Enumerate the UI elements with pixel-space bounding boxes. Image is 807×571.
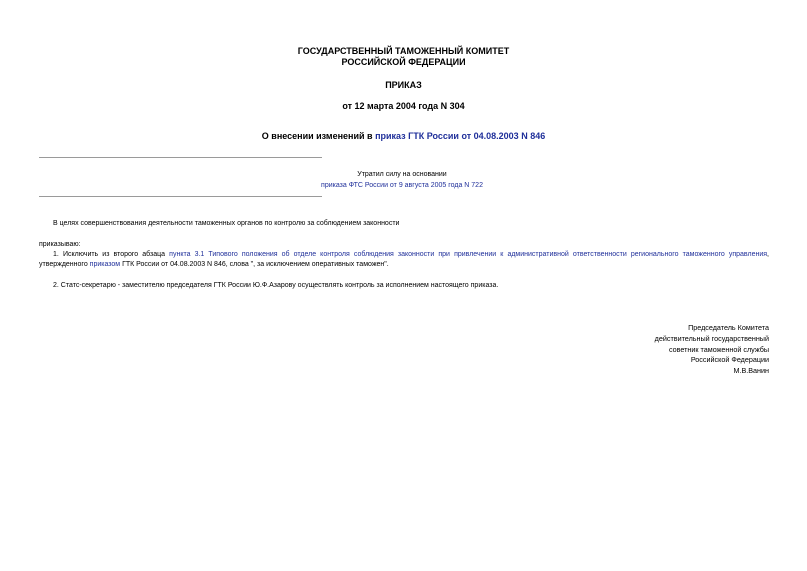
item-1-order-ref: ГТК России от 04.08.2003 N 846 — [122, 261, 226, 268]
signature-line-1: Председатель Комитета — [688, 323, 769, 332]
preamble: В целях совершенствования деятельности таможенных органов по контролю за соблюдением законности — [53, 220, 400, 227]
order-word: приказываю: — [39, 241, 81, 248]
item-1-suffix: , слова ", за исключением оперативных таможен". — [225, 261, 389, 268]
org-line-2: РОССИЙСКОЙ ФЕДЕРАЦИИ — [341, 57, 466, 67]
item-1-prefix: 1. Исключить из второго абзаца — [53, 251, 170, 258]
signature-line-2: действительный государственный — [654, 334, 769, 343]
item-1-link-order[interactable]: приказом — [89, 261, 121, 268]
doc-title-prefix: О внесении изменений в — [261, 131, 376, 141]
doc-title-link[interactable]: приказ ГТК России от 04.08.2003 N 846 — [375, 131, 546, 141]
item-1-mid: , утвержденного — [39, 251, 769, 268]
divider-top — [39, 157, 322, 158]
org-line-1: ГОСУДАРСТВЕННЫЙ ТАМОЖЕННЫЙ КОМИТЕТ — [297, 46, 510, 56]
doc-type: ПРИКАЗ — [385, 80, 422, 90]
doc-title — [0, 131, 807, 142]
divider-bottom — [39, 196, 322, 197]
item-1-link-clause[interactable]: пункта 3.1 Типового положения об отделе контроля соблюдения законности при привлечении к административной ответственности регионального таможенного управления — [169, 251, 768, 258]
status-link[interactable]: приказа ФТС России от 9 августа 2005 года N 722 — [321, 182, 483, 189]
signature-line-5: М.В.Ванин — [733, 366, 769, 375]
doc-date-number: от 12 марта 2004 года N 304 — [342, 101, 465, 111]
item-2: 2. Статс-секретарю - заместителю председателя ГТК России Ю.Ф.Азарову осуществлять контроль за исполнением настоящего приказа. — [53, 282, 499, 289]
signature-line-4: Российской Федерации — [690, 355, 769, 364]
status-line-1: Утратил силу на основании — [357, 171, 447, 178]
item-1 — [39, 250, 769, 270]
signature-line-3: советник таможенной службы — [668, 345, 769, 354]
